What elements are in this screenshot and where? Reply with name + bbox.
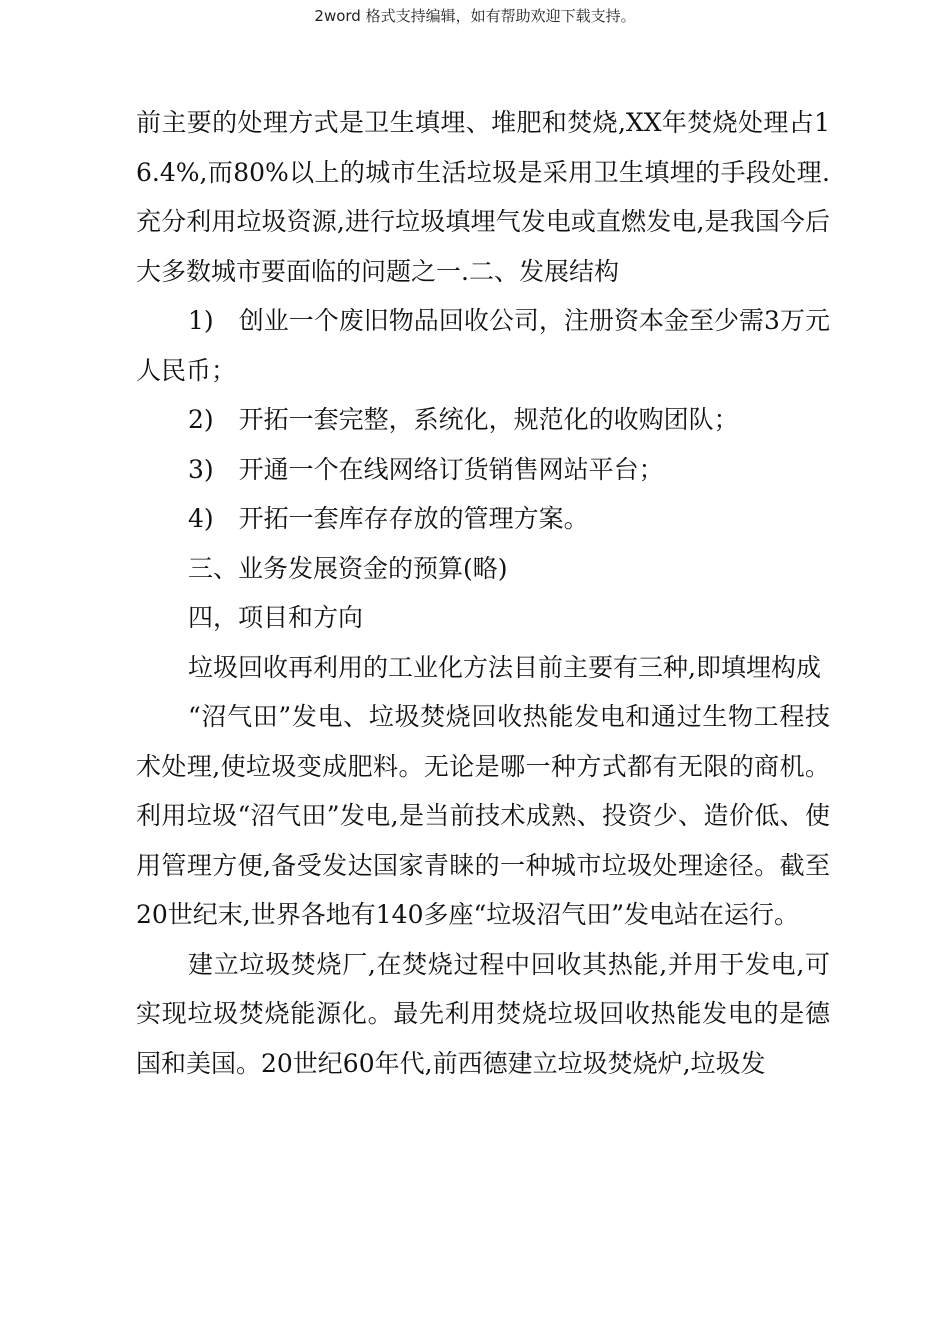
- paragraph-methods: 垃圾回收再利用的工业化方法目前主要有三种,即填埋构成: [188, 652, 821, 682]
- section-heading-budget: 三、业务发展资金的预算(略): [188, 553, 508, 583]
- paragraph-incineration: 建立垃圾焚烧厂,在焚烧过程中回收其热能,并用于发电,可实现垃圾焚烧能源化。最先利用焚烧垃圾回收热能发电的是德国和美国。20世纪60年代,前西德建立垃圾焚烧炉,垃圾发: [136, 949, 830, 1078]
- list-item-2: 2) 开拓一套完整，系统化，规范化的收购团队；: [188, 405, 739, 434]
- document-body: [136, 98, 830, 1088]
- paragraph-biogas: “沼气田”发电、垃圾焚烧回收热能发电和通过生物工程技术处理,使垃圾变成肥料。无论是哪一种方式都有无限的商机。利用垃圾“沼气田”发电,是当前技术成熟、投资少、造价低、使用管理方便,备受发达国家青睐的一种城市垃圾处理途径。截至20世纪末,世界各地有140多座“垃圾沼气田”发电站在运行。: [136, 702, 830, 929]
- list-item-4: 4) 开拓一套库存存放的管理方案。: [188, 504, 589, 533]
- list-item-1: 1) 创业一个废旧物品回收公司，注册资本金至少需3万元人民币；: [136, 306, 830, 385]
- section-heading-project: 四，项目和方向: [188, 603, 364, 632]
- page-header: 2word 格式支持编辑，如有帮助欢迎下载支持。: [314, 7, 636, 25]
- list-item-3: 3) 开通一个在线网络订货销售网站平台；: [188, 454, 664, 484]
- paragraph-waste-treatment: 前主要的处理方式是卫生填埋、堆肥和焚烧,XX年焚烧处理占16.4%,而80%以上的城市生活垃圾是采用卫生填埋的手段处理.充分利用垃圾资源,进行垃圾填埋气发电或直燃发电,是我国今后大多数城市要面临的问题之一.二、发展结构: [136, 108, 830, 286]
